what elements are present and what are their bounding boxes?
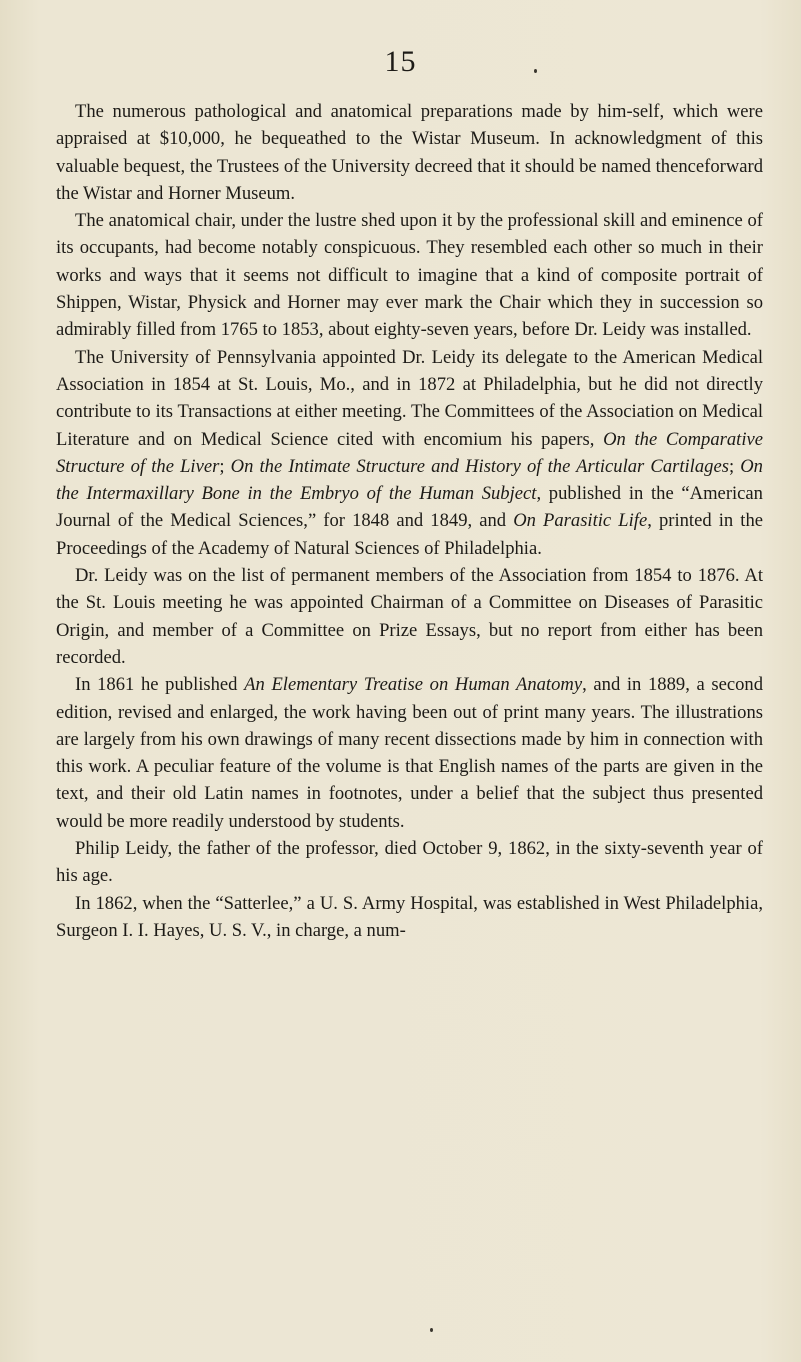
text-run: , and in 1889, a second edition, revised and enlarged, the work having been out of print many years. The illustrations are largely from his own drawings of many recent dissections made by him in connection with this work. A peculiar feature of the volume is that English names of the parts are given in the text, and their old Latin names in footnotes, under a belief that the subject thus presented would be more readily understood by students. xyxy=(56,674,764,832)
title-comparative-structure-liver: On the Comparative Structure of the Liver xyxy=(56,428,763,477)
text-run: The anatomical chair, under the lustre shed upon it by the professional skill and eminence of its occupants, had become notably conspicuous. They resembled each other so much in their works and ways that it seems not difficult to imagine that a kind of composite portrait of Shippen, Wistar, Physick and Horner may ever mark the Chair which they in succession so admirably filled from 1765 to 1853, about eighty-seven years, before Dr. Leidy was installed. xyxy=(56,210,763,341)
paragraph-medical-association xyxy=(56,344,763,562)
text-run: In 1861 he published xyxy=(75,674,245,696)
paragraph-anatomy-treatise xyxy=(56,671,763,835)
text-run: , published in the “American Journal of the Medical Sciences,” for 1848 and 1849, and xyxy=(56,483,763,532)
text-run: Dr. Leidy was on the list of permanent members of the Association from 1854 to 1876. At the St. Louis meeting he was appointed Chairman of a Committee on Diseases of Parasitic Origin, and member of a Committee on Prize Essays, but no report from either has been recorded. xyxy=(56,565,763,668)
text-run: ; xyxy=(219,455,231,477)
title-elementary-treatise: An Elementary Treatise on Human Anatomy xyxy=(244,674,583,696)
paragraph-satterlee-hospital xyxy=(56,890,763,945)
paragraph-anatomical-chair xyxy=(56,207,763,343)
body-text xyxy=(56,98,763,944)
text-run: The numerous pathological and anatomical preparations made by him-self, which were appraised at $10,000, he bequeathed to the Wistar Museum. In acknowledgment of this valuable bequest, the Trustees of the University decreed that it should be named thenceforward the Wistar and Horner Museum. xyxy=(56,101,763,204)
page-number: 15 xyxy=(384,45,417,78)
text-run: The University of Pennsylvania appointed Dr. Leidy its delegate to the American Medical Association in 1854 at St. Louis, Mo., and in 1872 at Philadelphia, but he did not directly contribute to its Transactions at either meeting. The Committees of the Association on Medical Literature and on Medical Science cited with encomium his papers, xyxy=(56,346,763,450)
text-run: In 1862, when the “Satterlee,” a U. S. Army Hospital, was established in West Philadelphia, Surgeon I. I. Hayes, U. S. V., in charge, a num- xyxy=(56,892,763,941)
paragraph-philip-leidy xyxy=(56,835,763,890)
title-intermaxillary-bone: On the Intermaxillary Bone in the Embryo of the Human Subject xyxy=(56,455,763,505)
paragraph-permanent-member xyxy=(56,562,763,671)
print-speck xyxy=(430,1328,433,1332)
text-run: , printed in the Proceedings of the Academy of Natural Sciences of Philadelphia. xyxy=(56,510,764,559)
paragraph-bequest xyxy=(56,98,763,207)
print-speck xyxy=(534,69,537,73)
text-run: Philip Leidy, the father of the professor, died October 9, 1862, in the sixty-seventh year of his age. xyxy=(56,838,763,887)
text-run: ; xyxy=(728,455,741,477)
title-parasitic-life: On Parasitic Life xyxy=(513,510,648,532)
title-articular-cartilages: On the Intimate Structure and History of the Articular Cartilages xyxy=(230,455,729,477)
